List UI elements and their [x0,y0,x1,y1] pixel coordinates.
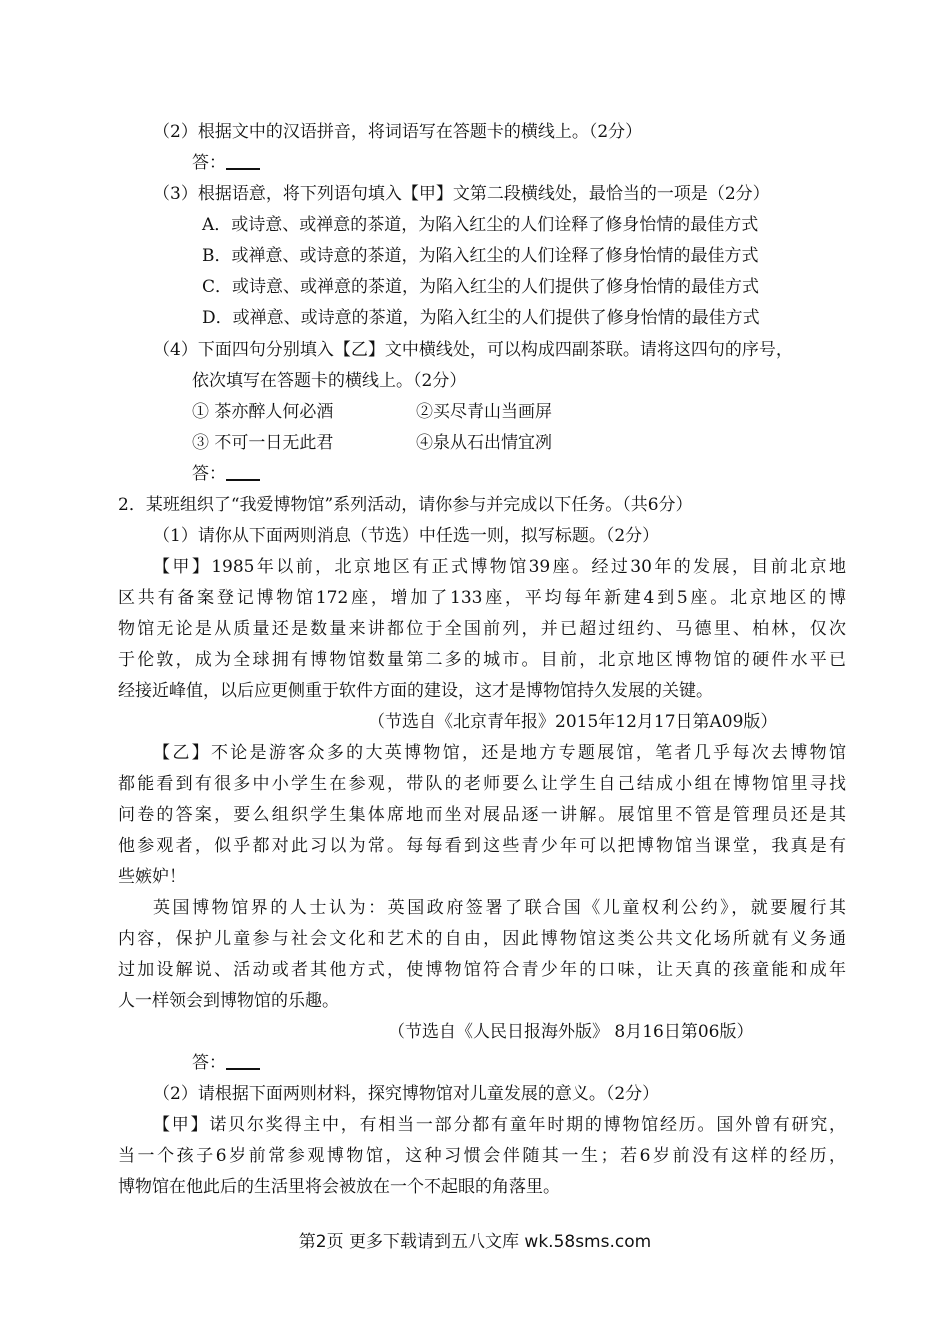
couplet-item-4: ④泉从石出情宜冽 [416,433,552,453]
jia-line-5: 经接近峰值，以后应更侧重于软件方面的建设，这才是博物馆持久发展的关键。 [118,681,713,701]
answer-label: 答： [192,153,226,173]
jia2-line-2: 当一个孩子6岁前常参观博物馆，这种习惯会伴随其一生；若6岁前没有这样的经历， [118,1146,846,1166]
q1-3-option-a: A．或诗意、或禅意的茶道，为陷入红尘的人们诠释了修身怡情的最佳方式 [202,215,759,235]
couplet-item-1: ① 茶亦醉人何必酒 [192,402,334,422]
q1-3-prompt: （3）根据语意，将下列语句填入【甲】文第二段横线处，最恰当的一项是（2分） [153,184,770,204]
q2-1-answer [192,1052,260,1074]
q1-4-prompt-line1: （4）下面四句分别填入【乙】文中横线处，可以构成四副茶联。请将这四句的序号， [153,340,793,360]
q1-3-option-b: B．或禅意、或诗意的茶道，为陷入红尘的人们诠释了修身怡情的最佳方式 [202,246,759,266]
jia-source: （节选自《北京青年报》2015年12月17日第A09版） [368,712,778,732]
yi-line-1: 【乙】不论是游客众多的大英博物馆，还是地方专题展馆，笔者几乎每次去博物馆 [153,743,846,763]
q1-4-prompt-line2: 依次填写在答题卡的横线上。（2分） [192,371,467,391]
jia-line-1: 【甲】1985年以前，北京地区有正式博物馆39座。经过30年的发展，目前北京地 [153,557,846,577]
yi2-line-2: 内容，保护儿童参与社会文化和艺术的自由，因此博物馆这类公共文化场所就有义务通 [118,929,846,949]
q2-sub1: （1）请你从下面两则消息（节选）中任选一则，拟写标题。（2分） [153,526,660,546]
jia2-line-1: 【甲】诺贝尔奖得主中，有相当一部分都有童年时期的博物馆经历。国外曾有研究， [153,1115,846,1135]
page-footer: 第2页 更多下载请到五八文库 wk.58sms.com [298,1232,652,1252]
answer-blank [226,1052,260,1070]
couplet-item-2: ②买尽青山当画屏 [416,402,552,422]
yi-line-3: 问卷的答案，要么组织学生集体席地而坐对展品逐一讲解。展馆里不管是管理员还是其 [118,805,846,825]
yi-source: （节选自《人民日报海外版》 8月16日第06版） [388,1022,754,1042]
q1-3-option-d: D．或禅意、或诗意的茶道，为陷入红尘的人们提供了修身怡情的最佳方式 [202,308,760,328]
jia2-line-3: 博物馆在他此后的生活里将会被放在一个不起眼的角落里。 [118,1177,560,1197]
yi-line-2: 都能看到有很多中小学生在参观，带队的老师要么让学生自己结成小组在博物馆里寻找 [118,774,846,794]
q1-3-option-c: C．或诗意、或禅意的茶道，为陷入红尘的人们提供了修身怡情的最佳方式 [202,277,760,297]
answer-blank [226,152,260,170]
yi2-line-4: 人一样领会到博物馆的乐趣。 [118,991,339,1011]
jia-line-3: 物馆无论是从质量还是数量来讲都位于全国前列，并已超过纽约、马德里、柏林，仅次 [118,619,846,639]
answer-label: 答： [192,464,226,484]
q1-2-prompt: （2）根据文中的汉语拼音，将词语写在答题卡的横线上。（2分） [153,122,643,142]
jia-line-2: 区共有备案登记博物馆172座，增加了133座，平均每年新建4到5座。北京地区的博 [118,588,846,608]
q1-4-answer [192,463,260,485]
answer-blank [226,463,260,481]
yi2-line-3: 过加设解说、活动或者其他方式，使博物馆符合青少年的口味，让天真的孩童能和成年 [118,960,846,980]
couplet-item-3: ③ 不可一日无此君 [192,433,334,453]
answer-label: 答： [192,1053,226,1073]
yi2-line-1: 英国博物馆界的人士认为：英国政府签署了联合国《儿童权利公约》，就要履行其 [153,898,846,918]
jia-line-4: 于伦敦，成为全球拥有博物馆数量第二多的城市。目前，北京地区博物馆的硬件水平已 [118,650,846,670]
q1-2-answer [192,152,260,174]
yi-line-5: 些嫉妒！ [118,867,186,887]
q2-title: 2．某班组织了“我爱博物馆”系列活动，请你参与并完成以下任务。（共6分） [118,495,693,515]
yi-line-4: 他参观者，似乎都对此习以为常。每每看到这些青少年可以把博物馆当课堂，我真是有 [118,836,846,856]
q2-sub2: （2）请根据下面两则材料，探究博物馆对儿童发展的意义。（2分） [153,1084,660,1104]
